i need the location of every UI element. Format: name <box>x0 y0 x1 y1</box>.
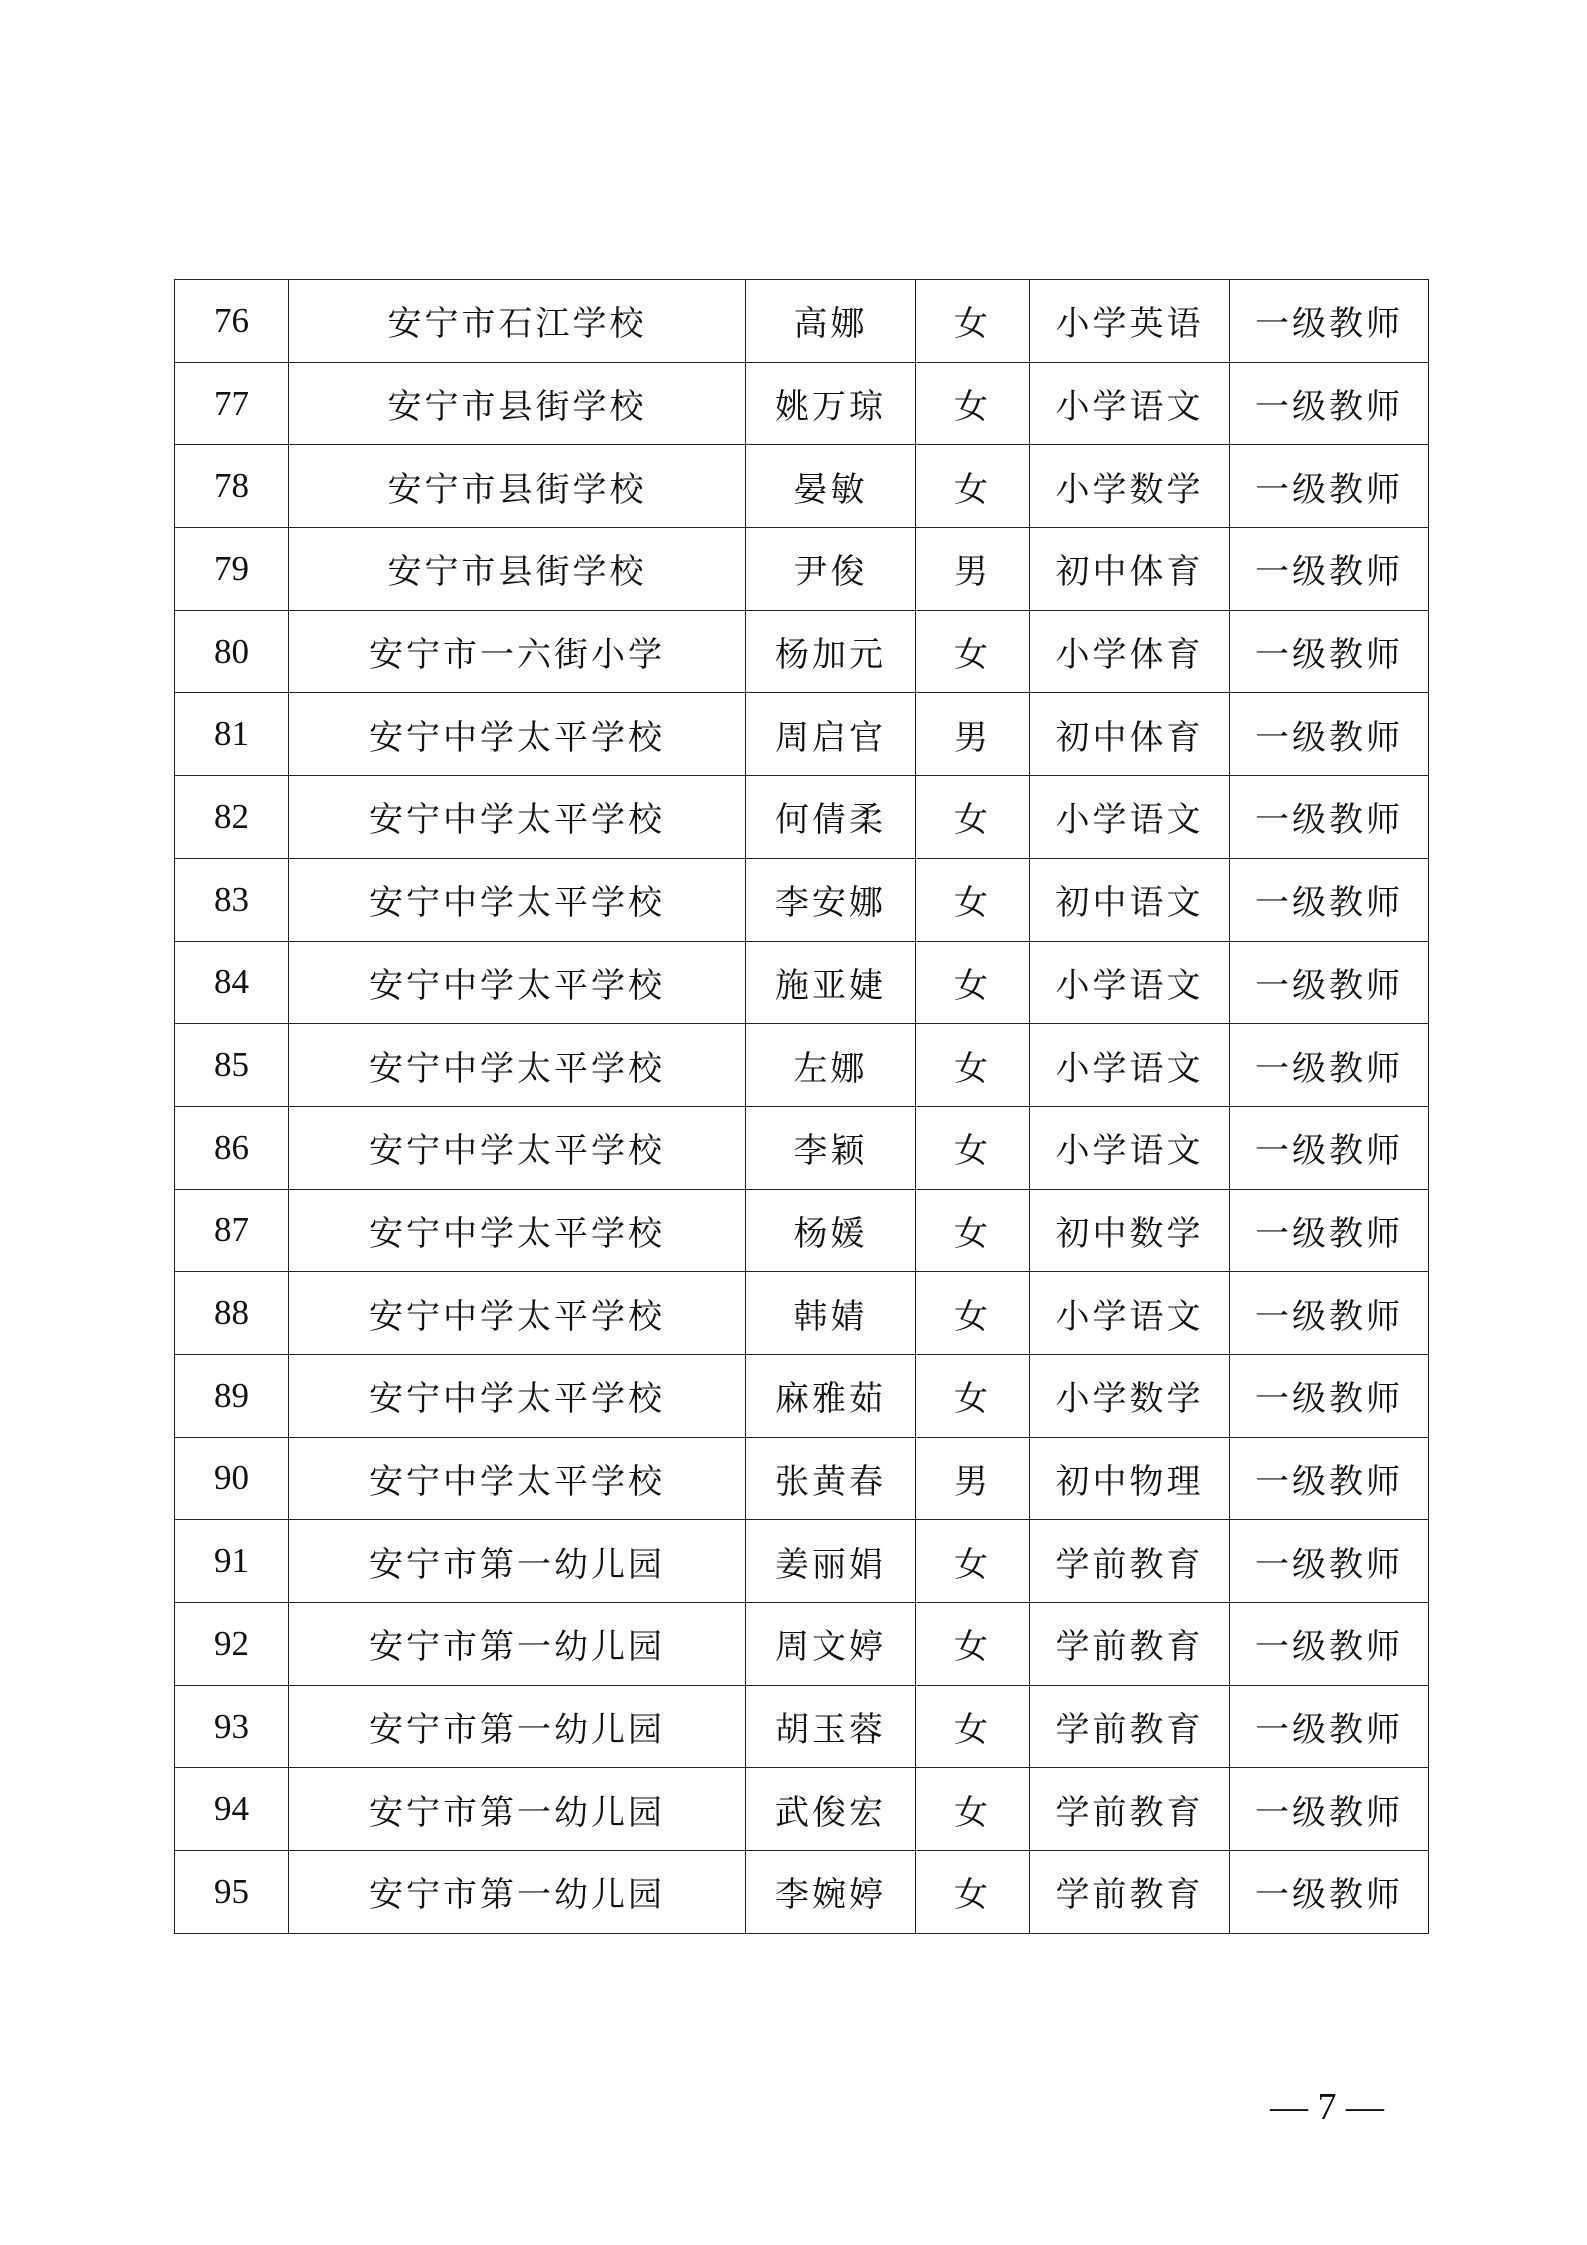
gender-cell: 女 <box>916 1024 1030 1107</box>
row-number-cell: 92 <box>175 1603 289 1686</box>
row-number-cell: 85 <box>175 1024 289 1107</box>
row-number-cell: 95 <box>175 1851 289 1934</box>
title-cell: 一级教师 <box>1230 362 1429 445</box>
subject-cell: 小学数学 <box>1030 445 1230 528</box>
gender-cell: 男 <box>916 528 1030 611</box>
row-number-cell: 78 <box>175 445 289 528</box>
gender-cell: 女 <box>916 1189 1030 1272</box>
school-cell: 安宁中学太平学校 <box>289 1189 746 1272</box>
gender-cell: 女 <box>916 1768 1030 1851</box>
table-row <box>175 941 1429 1024</box>
subject-cell: 学前教育 <box>1030 1768 1230 1851</box>
name-cell: 姚万琼 <box>746 362 916 445</box>
school-cell: 安宁中学太平学校 <box>289 1354 746 1437</box>
title-cell: 一级教师 <box>1230 1520 1429 1603</box>
row-number-cell: 93 <box>175 1685 289 1768</box>
name-cell: 李婉婷 <box>746 1851 916 1934</box>
title-cell: 一级教师 <box>1230 1106 1429 1189</box>
row-number-cell: 79 <box>175 528 289 611</box>
page-number: — 7 — <box>1270 2086 1384 2128</box>
gender-cell: 女 <box>916 1106 1030 1189</box>
gender-cell: 女 <box>916 1851 1030 1934</box>
subject-cell: 学前教育 <box>1030 1603 1230 1686</box>
gender-cell: 女 <box>916 941 1030 1024</box>
subject-cell: 小学语文 <box>1030 1106 1230 1189</box>
gender-cell: 男 <box>916 1437 1030 1520</box>
row-number-cell: 81 <box>175 693 289 776</box>
table-row <box>175 362 1429 445</box>
subject-cell: 小学语文 <box>1030 1272 1230 1355</box>
title-cell: 一级教师 <box>1230 1354 1429 1437</box>
row-number-cell: 86 <box>175 1106 289 1189</box>
title-cell: 一级教师 <box>1230 1603 1429 1686</box>
table-row <box>175 610 1429 693</box>
table-row <box>175 1768 1429 1851</box>
title-cell: 一级教师 <box>1230 1024 1429 1107</box>
subject-cell: 初中体育 <box>1030 693 1230 776</box>
title-cell: 一级教师 <box>1230 1685 1429 1768</box>
table-row <box>175 1024 1429 1107</box>
school-cell: 安宁市县街学校 <box>289 528 746 611</box>
name-cell: 李颖 <box>746 1106 916 1189</box>
table-row <box>175 1437 1429 1520</box>
school-cell: 安宁市县街学校 <box>289 362 746 445</box>
row-number-cell: 80 <box>175 610 289 693</box>
table-row <box>175 1520 1429 1603</box>
gender-cell: 女 <box>916 445 1030 528</box>
subject-cell: 小学语文 <box>1030 1024 1230 1107</box>
school-cell: 安宁市一六街小学 <box>289 610 746 693</box>
row-number-cell: 91 <box>175 1520 289 1603</box>
subject-cell: 小学数学 <box>1030 1354 1230 1437</box>
subject-cell: 初中物理 <box>1030 1437 1230 1520</box>
name-cell: 胡玉蓉 <box>746 1685 916 1768</box>
row-number-cell: 88 <box>175 1272 289 1355</box>
gender-cell: 女 <box>916 1603 1030 1686</box>
table-row <box>175 445 1429 528</box>
subject-cell: 小学语文 <box>1030 941 1230 1024</box>
name-cell: 麻雅茹 <box>746 1354 916 1437</box>
row-number-cell: 82 <box>175 776 289 859</box>
row-number-cell: 77 <box>175 362 289 445</box>
name-cell: 高娜 <box>746 280 916 363</box>
school-cell: 安宁中学太平学校 <box>289 1106 746 1189</box>
row-number-cell: 90 <box>175 1437 289 1520</box>
title-cell: 一级教师 <box>1230 1189 1429 1272</box>
name-cell: 武俊宏 <box>746 1768 916 1851</box>
school-cell: 安宁中学太平学校 <box>289 1437 746 1520</box>
table-row <box>175 1106 1429 1189</box>
school-cell: 安宁市第一幼儿园 <box>289 1603 746 1686</box>
row-number-cell: 89 <box>175 1354 289 1437</box>
title-cell: 一级教师 <box>1230 941 1429 1024</box>
gender-cell: 男 <box>916 693 1030 776</box>
school-cell: 安宁市第一幼儿园 <box>289 1851 746 1934</box>
table-row <box>175 1685 1429 1768</box>
subject-cell: 初中数学 <box>1030 1189 1230 1272</box>
gender-cell: 女 <box>916 1685 1030 1768</box>
table-row <box>175 1851 1429 1934</box>
title-cell: 一级教师 <box>1230 1768 1429 1851</box>
subject-cell: 小学英语 <box>1030 280 1230 363</box>
table-body <box>175 280 1429 1934</box>
title-cell: 一级教师 <box>1230 1851 1429 1934</box>
subject-cell: 学前教育 <box>1030 1685 1230 1768</box>
teacher-list-table <box>174 279 1429 1934</box>
title-cell: 一级教师 <box>1230 610 1429 693</box>
school-cell: 安宁中学太平学校 <box>289 693 746 776</box>
subject-cell: 小学语文 <box>1030 362 1230 445</box>
table-row <box>175 1354 1429 1437</box>
subject-cell: 初中体育 <box>1030 528 1230 611</box>
gender-cell: 女 <box>916 610 1030 693</box>
teacher-list-table-container <box>174 279 1428 1934</box>
table-row <box>175 280 1429 363</box>
school-cell: 安宁中学太平学校 <box>289 1024 746 1107</box>
row-number-cell: 76 <box>175 280 289 363</box>
school-cell: 安宁市第一幼儿园 <box>289 1520 746 1603</box>
gender-cell: 女 <box>916 776 1030 859</box>
table-row <box>175 776 1429 859</box>
name-cell: 晏敏 <box>746 445 916 528</box>
subject-cell: 小学语文 <box>1030 776 1230 859</box>
title-cell: 一级教师 <box>1230 528 1429 611</box>
table-row <box>175 858 1429 941</box>
name-cell: 杨加元 <box>746 610 916 693</box>
name-cell: 周文婷 <box>746 1603 916 1686</box>
gender-cell: 女 <box>916 858 1030 941</box>
table-row <box>175 1189 1429 1272</box>
table-row <box>175 1603 1429 1686</box>
name-cell: 杨媛 <box>746 1189 916 1272</box>
school-cell: 安宁市石江学校 <box>289 280 746 363</box>
gender-cell: 女 <box>916 1520 1030 1603</box>
school-cell: 安宁市第一幼儿园 <box>289 1768 746 1851</box>
gender-cell: 女 <box>916 280 1030 363</box>
row-number-cell: 84 <box>175 941 289 1024</box>
name-cell: 姜丽娟 <box>746 1520 916 1603</box>
row-number-cell: 94 <box>175 1768 289 1851</box>
title-cell: 一级教师 <box>1230 776 1429 859</box>
table-row <box>175 1272 1429 1355</box>
school-cell: 安宁中学太平学校 <box>289 941 746 1024</box>
school-cell: 安宁中学太平学校 <box>289 776 746 859</box>
school-cell: 安宁市第一幼儿园 <box>289 1685 746 1768</box>
title-cell: 一级教师 <box>1230 1437 1429 1520</box>
name-cell: 左娜 <box>746 1024 916 1107</box>
name-cell: 张黄春 <box>746 1437 916 1520</box>
title-cell: 一级教师 <box>1230 280 1429 363</box>
title-cell: 一级教师 <box>1230 858 1429 941</box>
name-cell: 尹俊 <box>746 528 916 611</box>
title-cell: 一级教师 <box>1230 1272 1429 1355</box>
row-number-cell: 83 <box>175 858 289 941</box>
name-cell: 李安娜 <box>746 858 916 941</box>
school-cell: 安宁中学太平学校 <box>289 858 746 941</box>
title-cell: 一级教师 <box>1230 445 1429 528</box>
subject-cell: 学前教育 <box>1030 1851 1230 1934</box>
row-number-cell: 87 <box>175 1189 289 1272</box>
name-cell: 周启官 <box>746 693 916 776</box>
gender-cell: 女 <box>916 362 1030 445</box>
gender-cell: 女 <box>916 1272 1030 1355</box>
name-cell: 韩婧 <box>746 1272 916 1355</box>
subject-cell: 小学体育 <box>1030 610 1230 693</box>
subject-cell: 初中语文 <box>1030 858 1230 941</box>
subject-cell: 学前教育 <box>1030 1520 1230 1603</box>
table-row <box>175 693 1429 776</box>
school-cell: 安宁市县街学校 <box>289 445 746 528</box>
gender-cell: 女 <box>916 1354 1030 1437</box>
title-cell: 一级教师 <box>1230 693 1429 776</box>
school-cell: 安宁中学太平学校 <box>289 1272 746 1355</box>
name-cell: 施亚婕 <box>746 941 916 1024</box>
table-row <box>175 528 1429 611</box>
name-cell: 何倩柔 <box>746 776 916 859</box>
